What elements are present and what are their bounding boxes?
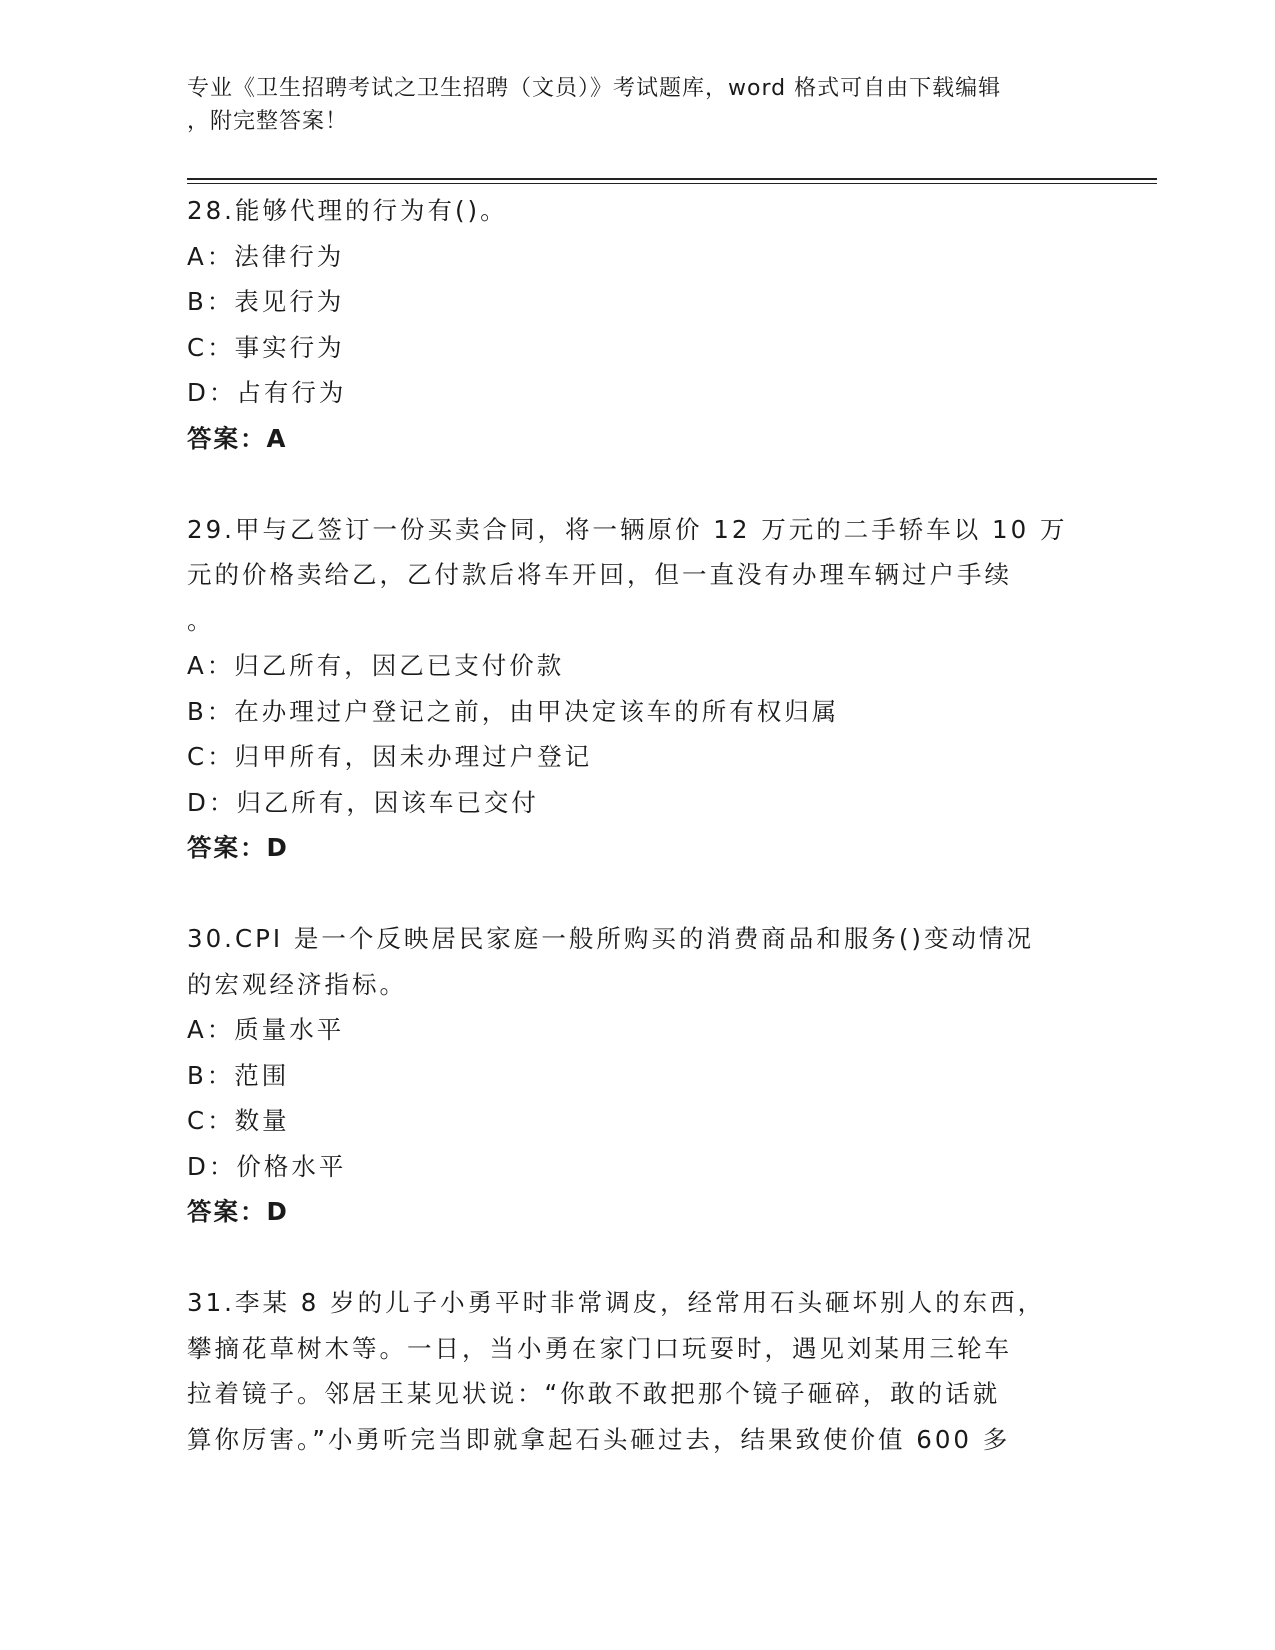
option-c: C：归甲所有，因未办理过户登记 — [187, 742, 593, 771]
question-item — [187, 1280, 1067, 1462]
question-stem: 的宏观经济指标。 — [187, 969, 407, 999]
question-stem: 31.李某 8 岁的儿子小勇平时非常调皮，经常用石头砸坏别人的东西， — [187, 1288, 1046, 1317]
header-line: ，附完整答案！ — [187, 109, 349, 134]
answer: 答案：D — [187, 1197, 289, 1226]
question-item — [187, 507, 1067, 871]
option-a: A：法律行为 — [187, 241, 345, 271]
option-b: B：在办理过户登记之前，由甲决定该车的所有权归属 — [187, 696, 840, 726]
header-divider — [187, 183, 1157, 184]
question-stem: 30.CPI 是一个反映居民家庭一般所购买的消费商品和服务()变动情况 — [187, 924, 1034, 953]
question-stem: 拉着镜子。邻居王某见状说：“你敢不敢把那个镜子砸碎，敢的话就 — [187, 1379, 1001, 1408]
document-header — [187, 72, 1087, 138]
answer: 答案：D — [187, 833, 289, 862]
option-d: D：占有行为 — [187, 378, 347, 407]
question-stem: 28.能够代理的行为有()。 — [187, 196, 508, 225]
option-c: C：事实行为 — [187, 332, 345, 362]
option-d: D：归乙所有，因该车已交付 — [187, 787, 539, 817]
question-list — [187, 188, 1067, 1462]
question-stem: 29.甲与乙签订一份买卖合同，将一辆原价 12 万元的二手轿车以 10 万 — [187, 514, 1068, 544]
question-item — [187, 916, 1067, 1235]
header-divider — [187, 178, 1157, 180]
question-item — [187, 188, 1067, 461]
option-a: A：质量水平 — [187, 1015, 345, 1044]
option-c: C：数量 — [187, 1106, 290, 1135]
option-b: B：表见行为 — [187, 287, 345, 316]
header-line: 专业《卫生招聘考试之卫生招聘（文员）》考试题库，word 格式可自由下载编辑 — [187, 76, 1002, 101]
option-a: A：归乙所有，因乙已支付价款 — [187, 651, 565, 680]
answer: 答案：A — [187, 423, 288, 453]
question-stem: 。 — [187, 605, 215, 635]
question-stem: 元的价格卖给乙，乙付款后将车开回，但一直没有办理车辆过户手续 — [187, 560, 1012, 589]
question-stem: 算你厉害。”小勇听完当即就拿起石头砸过去，结果致使价值 600 多 — [187, 1424, 1011, 1454]
question-stem: 攀摘花草树木等。一日，当小勇在家门口玩耍时，遇见刘某用三轮车 — [187, 1333, 1012, 1363]
option-b: B：范围 — [187, 1060, 290, 1090]
option-d: D：价格水平 — [187, 1151, 347, 1181]
